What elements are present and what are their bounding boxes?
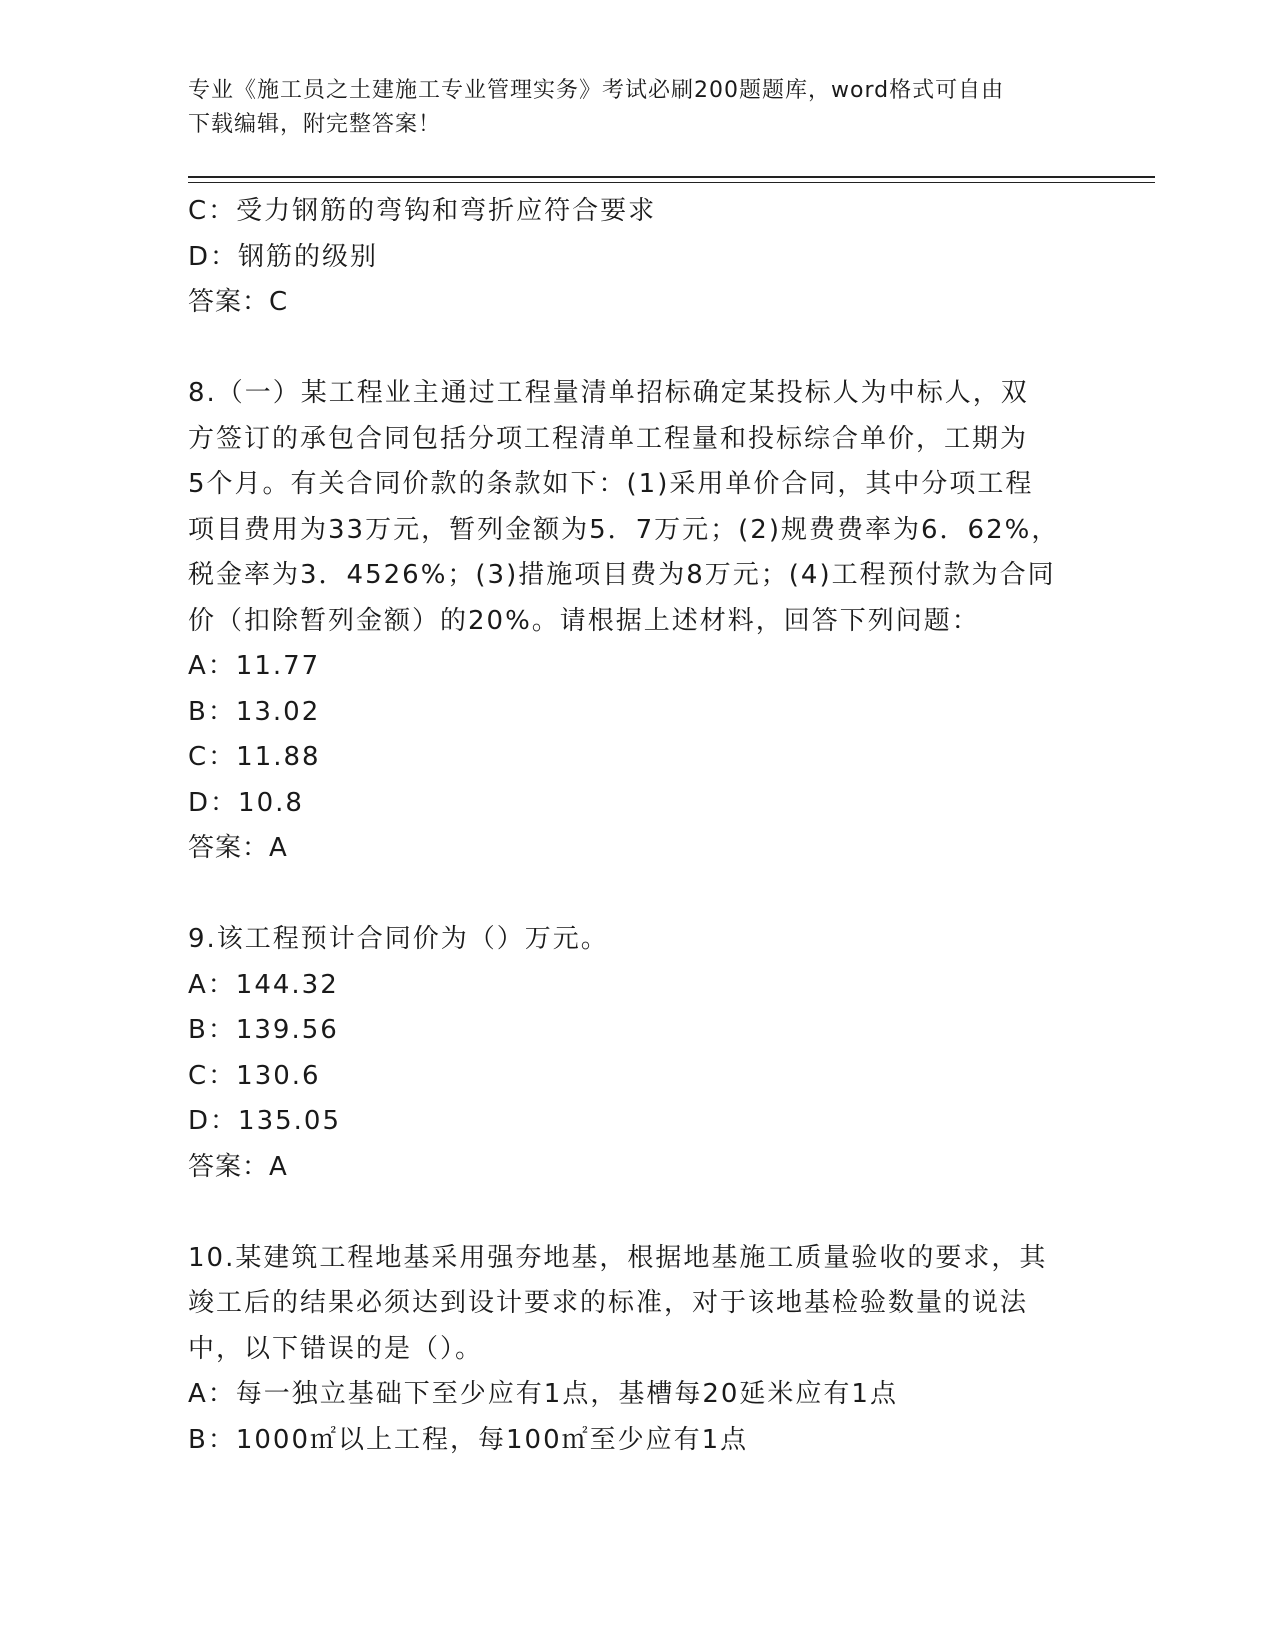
question-stem-line: 方签订的承包合同包括分项工程清单工程量和投标综合单价，工期为 — [188, 423, 1029, 454]
question-10 — [188, 1236, 1088, 1464]
option-b: B：139.56 — [188, 1015, 339, 1045]
header-line: 下载编辑，附完整答案！ — [188, 112, 442, 137]
spacer — [188, 326, 1088, 372]
header-rule — [188, 176, 1155, 178]
question-stem-line: 9.该工程预计合同价为（）万元。 — [188, 924, 609, 954]
header-rule — [188, 182, 1155, 183]
option-c: C：受力钢筋的弯钩和弯折应符合要求 — [188, 196, 657, 226]
option-c: C：130.6 — [188, 1060, 321, 1091]
question-stem-line: 竣工后的结果必须达到设计要求的标准，对于该地基检验数量的说法 — [188, 1288, 1029, 1318]
option-b: B：13.02 — [188, 696, 321, 727]
question-8 — [188, 371, 1088, 872]
spacer — [188, 872, 1088, 918]
question-stem-line: 8.（一）某工程业主通过工程量清单招标确定某投标人为中标人，双 — [188, 378, 1029, 408]
option-a: A：每一独立基础下至少应有1点，基槽每20延米应有1点 — [188, 1379, 898, 1409]
question-stem-line: 税金率为3．4526%；(3)措施项目费为8万元；(4)工程预付款为合同 — [188, 560, 1056, 590]
option-d: D：10.8 — [188, 787, 304, 818]
header-line: 专业《施工员之土建施工专业管理实务》考试必刷200题题库，word格式可自由 — [188, 78, 1005, 103]
option-c: C：11.88 — [188, 742, 321, 772]
question-stem-line: 项目费用为33万元，暂列金额为5．7万元；(2)规费费率为6．62%， — [188, 514, 1060, 545]
document-header — [188, 74, 1088, 142]
question-stem-line: 5个月。有关合同价款的条款如下：(1)采用单价合同，其中分项工程 — [188, 469, 1034, 499]
question-9 — [188, 917, 1088, 1190]
answer: 答案：C — [188, 287, 289, 317]
option-a: A：11.77 — [188, 651, 321, 681]
question-stem-line: 价（扣除暂列金额）的20%。请根据上述材料，回答下列问题： — [188, 605, 980, 636]
question-7-continued — [188, 189, 1088, 326]
spacer — [188, 1190, 1088, 1236]
answer: 答案：A — [188, 1151, 288, 1182]
option-a: A：144.32 — [188, 969, 339, 1000]
question-stem-line: 10.某建筑工程地基采用强夯地基，根据地基施工质量验收的要求，其 — [188, 1242, 1048, 1273]
question-stem-line: 中，以下错误的是（）。 — [188, 1333, 484, 1364]
option-d: D：135.05 — [188, 1106, 341, 1136]
option-b: B：1000㎡以上工程，每100㎡至少应有1点 — [188, 1424, 749, 1455]
answer: 答案：A — [188, 833, 288, 863]
document-body — [188, 189, 1088, 1463]
option-d: D：钢筋的级别 — [188, 241, 379, 272]
